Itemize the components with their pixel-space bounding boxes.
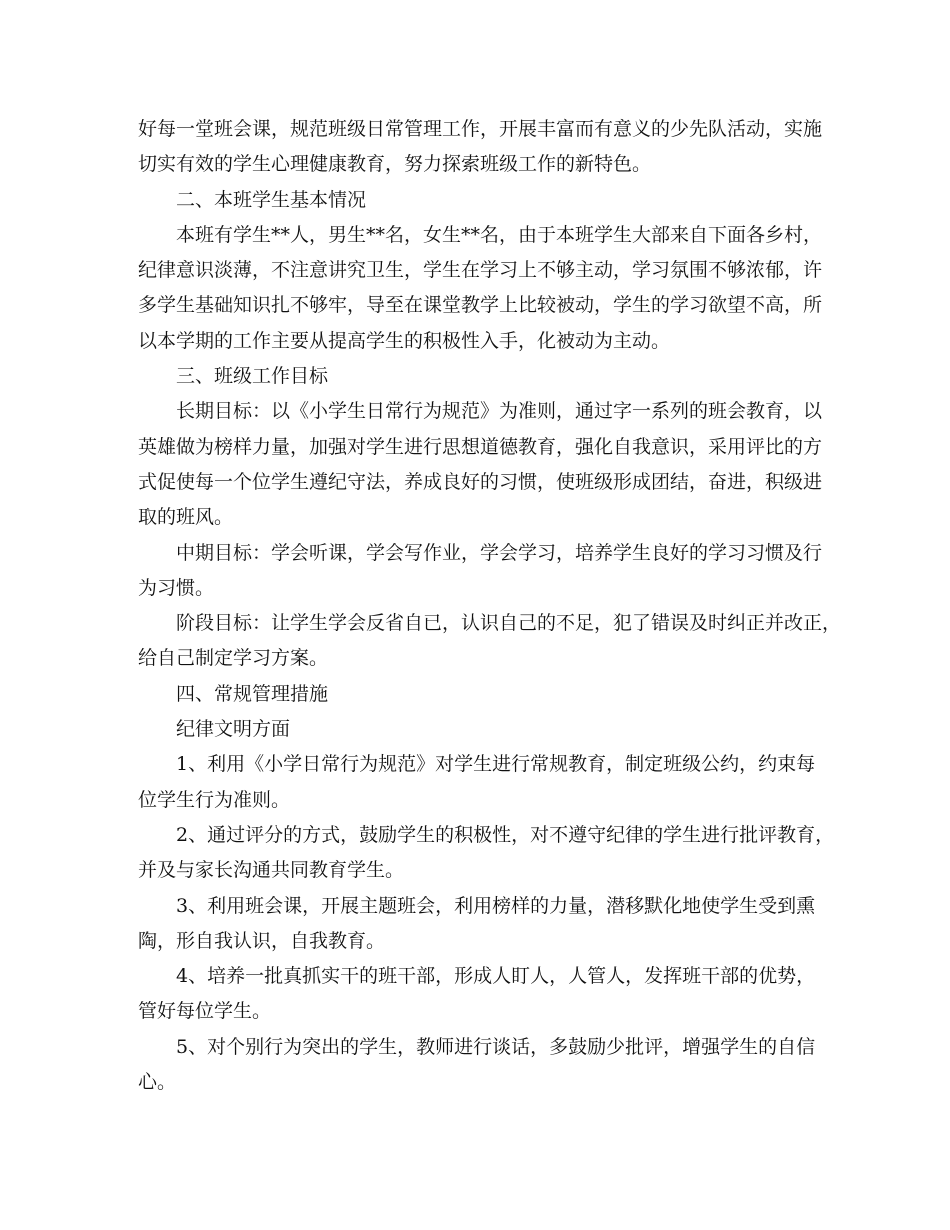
text-line: 三、班级工作目标	[176, 365, 329, 388]
text-line: 以本学期的工作主要从提高学生的积极性入手，化被动为主动。	[138, 329, 671, 352]
text-line: 给自己制定学习方案。	[138, 647, 329, 670]
text-line: 3、利用班会课，开展主题班会，利用榜样的力量，潜移默化地使学生受到熏	[176, 894, 816, 917]
text-line: 为习惯。	[138, 576, 215, 599]
text-line: 并及与家长沟通共同教育学生。	[138, 859, 405, 882]
text-line: 本班有学生**人，男生**名，女生**名，由于本班学生大部来自下面各乡村，	[176, 223, 823, 246]
text-line: 纪律文明方面	[176, 718, 291, 741]
text-line: 好每一堂班会课，规范班级日常管理工作，开展丰富而有意义的少先队活动，实施	[138, 118, 823, 140]
text-line: 四、常规管理措施	[176, 682, 329, 705]
text-line: 多学生基础知识扎不够牢，导至在课堂教学上比较被动，学生的学习欲望不高，所	[138, 294, 823, 317]
text-line: 中期目标：学会听课，学会写作业，学会学习，培养学生良好的学习习惯及行	[176, 541, 823, 564]
text-line: 2、通过评分的方式，鼓励学生的积极性，对不遵守纪律的学生进行批评教育，	[176, 823, 835, 846]
text-line: 二、本班学生基本情况	[176, 188, 367, 211]
text-line: 心。	[138, 1071, 177, 1094]
text-line: 英雄做为榜样力量，加强对学生进行思想道德教育，强化自我意识，采用评比的方	[138, 435, 823, 458]
text-line: 4、培养一批真抓实干的班干部，形成人盯人，人管人，发挥班干部的优势，	[176, 965, 816, 988]
document-body	[138, 112, 842, 1100]
text-line: 阶段目标：让学生学会反省自已，认识自己的不足，犯了错误及时纠正并改正，	[176, 612, 842, 635]
text-line: 1、利用《小学日常行为规范》对学生进行常规教育，制定班级公约，约束每	[176, 753, 816, 776]
text-line: 5、对个别行为突出的学生，教师进行谈话，多鼓励少批评，增强学生的自信	[176, 1035, 816, 1058]
text-line: 式促使每一个位学生遵纪守法，养成良好的习惯，使班级形成团结，奋进，积级进	[138, 470, 823, 493]
text-line: 位学生行为准则。	[138, 788, 291, 811]
text-line: 陶，形自我认识，自我教育。	[138, 929, 386, 952]
text-line: 切实有效的学生心理健康教育，努力探索班级工作的新特色。	[138, 153, 652, 176]
text-line: 纪律意识淡薄，不注意讲究卫生，学生在学习上不够主动，学习氛围不够浓郁，许	[138, 259, 823, 282]
text-line: 取的班风。	[138, 506, 234, 529]
text-line: 管好每位学生。	[138, 1000, 272, 1023]
text-line: 长期目标：以《小学生日常行为规范》为准则，通过字一系列的班会教育，以	[176, 400, 823, 423]
